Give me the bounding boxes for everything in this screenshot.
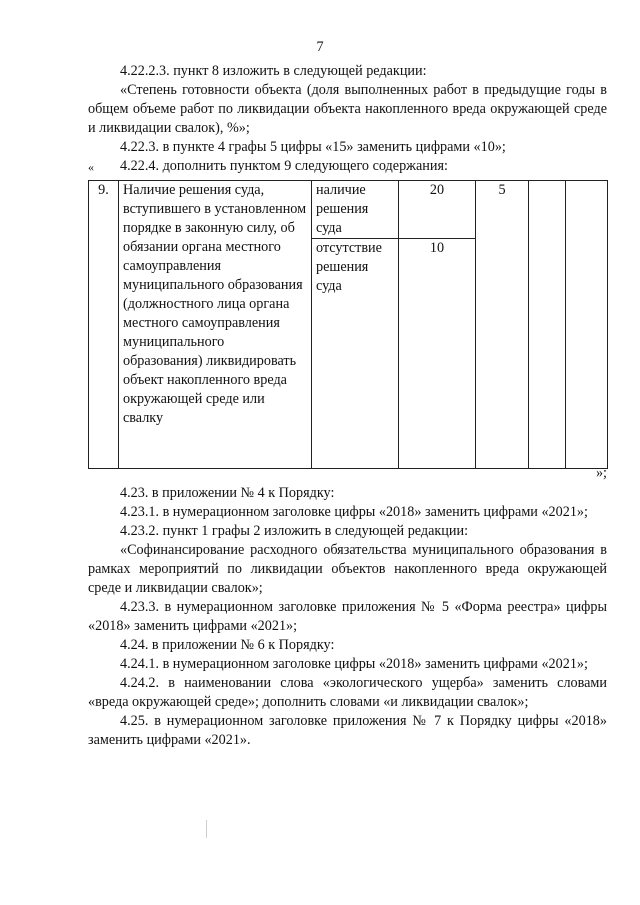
table-close-quote: »; (595, 465, 607, 481)
option-label-absent: отсутствие решения суда (312, 239, 399, 469)
column-6-cell (529, 181, 566, 469)
scan-mark (206, 820, 207, 838)
paragraph-4-23-3: 4.23.3. в нумерационном заголовке приложения № 5 «Форма реестра» цифры «2018» заменить цифрами «2021»; (88, 599, 607, 634)
amendments-top (88, 62, 607, 176)
criteria-table (88, 180, 608, 469)
option-label-present: наличие решения суда (312, 181, 399, 239)
paragraph-quote-cofinancing: «Софинансирование расходного обязательства муниципального образования в рамках мероприятий по ликвидации объектов накопленного вреда окружающей среде и ликвидации свалок»; (88, 542, 607, 596)
option-points-present: 20 (399, 181, 476, 239)
paragraph-4-24: 4.24. в приложении № 6 к Порядку: (120, 637, 335, 653)
page-number: 7 (316, 39, 324, 55)
paragraph-4-25: 4.25. в нумерационном заголовке приложения № 7 к Порядку цифры «2018» заменить цифрами «2021». (88, 713, 607, 748)
criterion-weight: 5 (476, 181, 529, 469)
row-number: 9. (89, 181, 119, 469)
table-open-quote: « (88, 160, 94, 174)
paragraph-4-24-1: 4.24.1. в нумерационном заголовке цифры «2018» заменить цифрами «2021»; (120, 656, 588, 672)
paragraph-4-23-1: 4.23.1. в нумерационном заголовке цифры «2018» заменить цифрами «2021»; (120, 504, 588, 520)
paragraph-quote-readiness: «Степень готовности объекта (доля выполненных работ в предыдущие годы в общем объеме работ по ликвидации объекта накопленного вреда окружающей среде и ликвидации свалок), %»; (88, 82, 607, 136)
paragraph-4-23: 4.23. в приложении № 4 к Порядку: (120, 485, 335, 501)
option-points-absent: 10 (399, 239, 476, 469)
paragraph-4-22-2-3: 4.22.2.3. пункт 8 изложить в следующей редакции: (120, 63, 427, 79)
amendments-bottom (88, 484, 607, 750)
table-row (89, 181, 608, 239)
paragraph-4-24-2: 4.24.2. в наименовании слова «экологического ущерба» заменить словами «вреда окружающей среде»; дополнить словами «и ликвидации свалок»; (88, 675, 607, 710)
column-7-cell (566, 181, 608, 469)
criterion-description: Наличие решения суда, вступившего в установленном порядке в законную силу, об обязании органа местного самоуправления муниципального образования (должностного лица органа местного самоуправления муниципального образования) ликвидировать объект накопленного вреда окружающей среде или свалку (119, 181, 312, 469)
paragraph-4-22-4: 4.22.4. дополнить пунктом 9 следующего содержания: (120, 158, 448, 174)
paragraph-4-23-2: 4.23.2. пункт 1 графы 2 изложить в следующей редакции: (120, 523, 469, 539)
paragraph-4-22-3: 4.22.3. в пункте 4 графы 5 цифры «15» заменить цифрами «10»; (120, 139, 506, 155)
